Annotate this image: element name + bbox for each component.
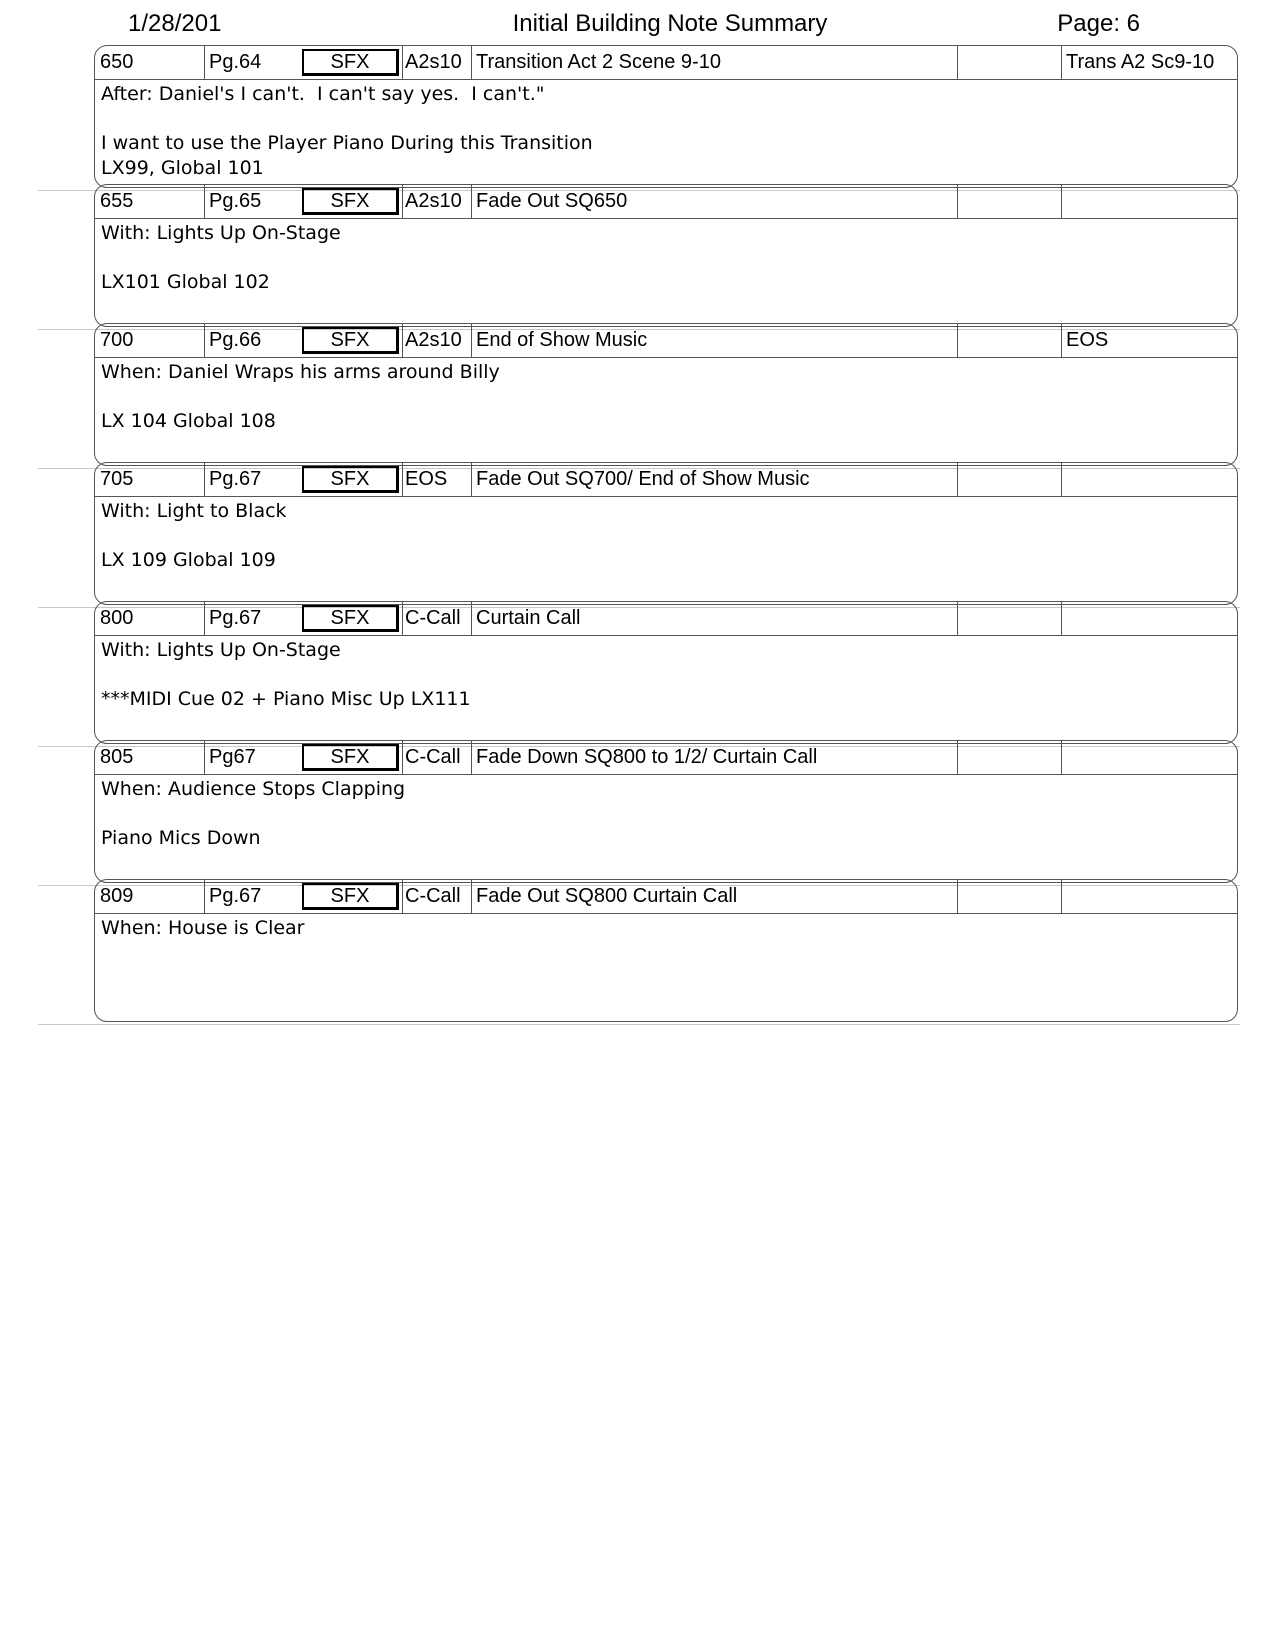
cue-scene: A2s10 — [402, 185, 469, 218]
cue-header-row — [95, 324, 1237, 358]
cue-script-page: Pg.66 — [204, 324, 299, 357]
cue-type-badge: SFX — [302, 188, 399, 215]
cue-number: 809 — [100, 885, 134, 907]
cue-note-line: LX101 Global 102 — [101, 271, 270, 293]
cue-description: Transition Act 2 Scene 9-10 — [471, 46, 957, 79]
cue-note-line: When: House is Clear — [101, 917, 305, 939]
cue-card — [0, 184, 1240, 330]
cue-label — [1061, 741, 1238, 774]
cue-notes — [101, 221, 1221, 319]
cue-note-line — [101, 434, 1221, 459]
cue-notes — [101, 499, 1221, 597]
cue-number: 805 — [100, 746, 134, 768]
page-title: Initial Building Note Summary — [512, 10, 828, 37]
cue-header-row — [95, 741, 1237, 775]
cue-note-line — [101, 385, 1221, 410]
cue-note-line — [101, 573, 1221, 598]
cue-card-frame — [94, 184, 1238, 327]
cue-header-row — [95, 602, 1237, 636]
cue-description: Curtain Call — [471, 602, 957, 635]
cue-note-line: ***MIDI Cue 02 + Piano Misc Up LX111 — [101, 688, 471, 710]
cue-blank-field — [957, 46, 1061, 79]
cue-note-line — [101, 802, 1221, 827]
cue-type-badge: SFX — [302, 49, 399, 76]
cue-note-line: When: Daniel Wraps his arms around Billy — [101, 361, 500, 383]
cue-script-page: Pg.64 — [204, 46, 299, 79]
cue-description: Fade Out SQ650 — [471, 185, 957, 218]
cue-note-line — [101, 663, 1221, 688]
cue-header-row — [95, 185, 1237, 219]
cue-note-line — [101, 295, 1221, 320]
cue-note-line: LX99, Global 101 — [101, 156, 264, 179]
cue-card — [0, 323, 1240, 469]
print-date: 1/28/201 — [128, 10, 222, 37]
cue-label: EOS — [1061, 324, 1238, 357]
cue-script-page: Pg.67 — [204, 463, 299, 496]
cue-scene: EOS — [402, 463, 469, 496]
cue-number: 655 — [100, 190, 134, 212]
cue-card — [0, 462, 1240, 608]
cue-notes — [101, 777, 1221, 875]
cue-card-frame — [94, 601, 1238, 744]
cue-card — [0, 879, 1240, 1025]
cue-number: 700 — [100, 329, 134, 351]
cue-type-badge: SFX — [302, 466, 399, 493]
cue-blank-field — [957, 185, 1061, 218]
cue-description: Fade Out SQ700/ End of Show Music — [471, 463, 957, 496]
row-separator — [38, 1024, 1240, 1025]
cue-header-row — [95, 463, 1237, 497]
cue-description: End of Show Music — [471, 324, 957, 357]
cue-type-badge: SFX — [302, 883, 399, 910]
cue-card-frame — [94, 323, 1238, 466]
cue-note-line: With: Light to Black — [101, 500, 287, 522]
cue-note-line: With: Lights Up On-Stage — [101, 222, 341, 244]
cue-label — [1061, 185, 1238, 218]
cue-card — [0, 601, 1240, 747]
cue-note-line — [101, 990, 1221, 1015]
cue-notes — [101, 638, 1221, 736]
cue-note-line — [101, 246, 1221, 271]
cue-label — [1061, 463, 1238, 496]
cue-note-line — [101, 941, 1221, 966]
cue-description: Fade Down SQ800 to 1/2/ Curtain Call — [471, 741, 957, 774]
cue-note-line: I want to use the Player Piano During this Transition — [101, 132, 593, 154]
cue-card-frame — [94, 45, 1238, 188]
cue-number: 800 — [100, 607, 134, 629]
cue-card — [0, 740, 1240, 886]
cue-header-row — [95, 46, 1237, 80]
cue-script-page: Pg.67 — [204, 602, 299, 635]
cue-notes — [101, 360, 1221, 458]
cue-blank-field — [957, 324, 1061, 357]
cue-scene: C-Call — [402, 741, 469, 774]
cue-notes — [101, 82, 1221, 180]
cue-label: Trans A2 Sc9-10 — [1061, 46, 1238, 79]
cue-note-line: LX 109 Global 109 — [101, 549, 276, 571]
cue-note-line: With: Lights Up On-Stage — [101, 639, 341, 661]
cue-note-line: Piano Mics Down — [101, 827, 261, 849]
cue-card-frame — [94, 462, 1238, 605]
cue-blank-field — [957, 463, 1061, 496]
cue-note-line — [101, 107, 1221, 132]
cue-card-frame — [94, 879, 1238, 1022]
cue-note-line: When: Audience Stops Clapping — [101, 778, 406, 800]
cue-label — [1061, 602, 1238, 635]
cue-script-page: Pg67 — [204, 741, 299, 774]
cue-label — [1061, 880, 1238, 913]
cue-note-line — [101, 965, 1221, 990]
cue-type-badge: SFX — [302, 605, 399, 632]
cue-note-line — [101, 712, 1221, 737]
cue-blank-field — [957, 602, 1061, 635]
cue-blank-field — [957, 880, 1061, 913]
cue-scene: C-Call — [402, 602, 469, 635]
cue-scene: A2s10 — [402, 46, 469, 79]
cue-header-row — [95, 880, 1237, 914]
cue-description: Fade Out SQ800 Curtain Call — [471, 880, 957, 913]
cue-script-page: Pg.65 — [204, 185, 299, 218]
cue-type-badge: SFX — [302, 744, 399, 771]
cue-note-line — [101, 851, 1221, 876]
cue-notes — [101, 916, 1221, 1014]
cue-type-badge: SFX — [302, 327, 399, 354]
cue-number: 650 — [100, 51, 134, 73]
cue-scene: A2s10 — [402, 324, 469, 357]
cue-note-line: After: Daniel's I can't. I can't say yes. I can't." — [101, 83, 545, 105]
cue-scene: C-Call — [402, 880, 469, 913]
cue-card-frame — [94, 740, 1238, 883]
cue-note-line: LX 104 Global 108 — [101, 410, 276, 432]
cue-blank-field — [957, 741, 1061, 774]
cue-number: 705 — [100, 468, 134, 490]
cue-card — [0, 45, 1240, 191]
cue-note-line — [101, 524, 1221, 549]
page-number: Page: 6 — [1057, 10, 1140, 37]
cue-script-page: Pg.67 — [204, 880, 299, 913]
